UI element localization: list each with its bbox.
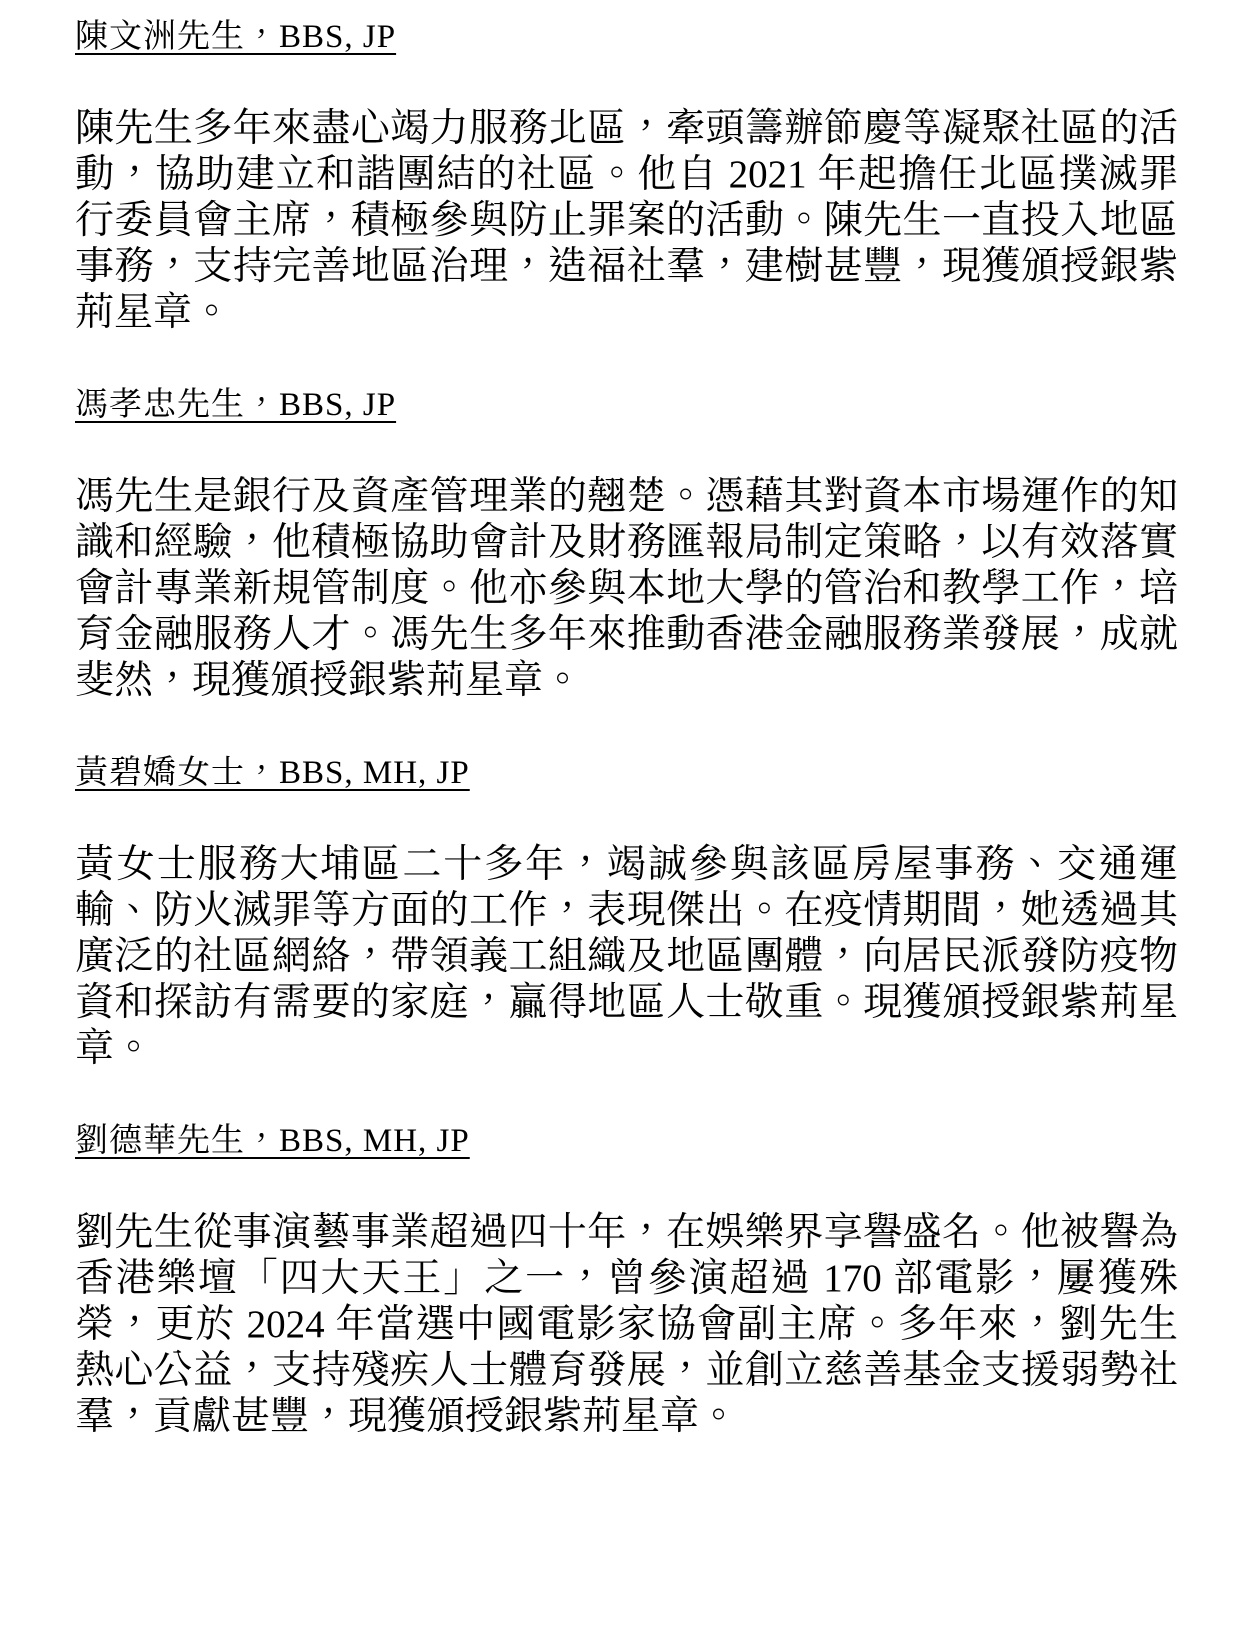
honouree-section-4 bbox=[75, 1118, 1178, 1440]
honouree-name-heading: 黃碧嬌女士，BBS, MH, JP bbox=[75, 755, 470, 791]
honouree-name-heading: 馮孝忠先生，BBS, JP bbox=[75, 387, 397, 423]
honouree-name-heading: 劉德華先生，BBS, MH, JP bbox=[75, 1123, 470, 1159]
honouree-citation: 劉先生從事演藝事業超過四十年，在娛樂界享譽盛名。他被譽為香港樂壇「四大天王」之一，曾參演超過 170 部電影，屢獲殊榮，更於 2024 年當選中國電影家協會副主席。多年來，劉先生熱心公益，支持殘疾人士體育發展，並創立慈善基金支援弱勢社羣，貢獻甚豐，現獲頒授銀紫荊星章。 bbox=[75, 1211, 1178, 1438]
honouree-section-1 bbox=[75, 14, 1178, 336]
honouree-section-3 bbox=[75, 750, 1178, 1072]
honouree-citation: 馮先生是銀行及資產管理業的翹楚。憑藉其對資本市場運作的知識和經驗，他積極協助會計及財務匯報局制定策略，以有效落實會計專業新規管制度。他亦參與本地大學的管治和教學工作，培育金融服務人才。馮先生多年來推動香港金融服務業發展，成就斐然，現獲頒授銀紫荊星章。 bbox=[75, 475, 1178, 702]
honouree-citation: 陳先生多年來盡心竭力服務北區，牽頭籌辦節慶等凝聚社區的活動，協助建立和諧團結的社區。他自 2021 年起擔任北區撲滅罪行委員會主席，積極參與防止罪案的活動。陳先生一直投入地區事務，支持完善地區治理，造福社羣，建樹甚豐，現獲頒授銀紫荊星章。 bbox=[75, 107, 1178, 334]
honouree-section-2 bbox=[75, 382, 1178, 704]
honouree-citation: 黃女士服務大埔區二十多年，竭誠參與該區房屋事務、交通運輸、防火滅罪等方面的工作，表現傑出。在疫情期間，她透過其廣泛的社區網絡，帶領義工組織及地區團體，向居民派發防疫物資和探訪有需要的家庭，贏得地區人士敬重。現獲頒授銀紫荊星章。 bbox=[75, 843, 1178, 1070]
honouree-name-heading: 陳文洲先生，BBS, JP bbox=[75, 19, 397, 55]
